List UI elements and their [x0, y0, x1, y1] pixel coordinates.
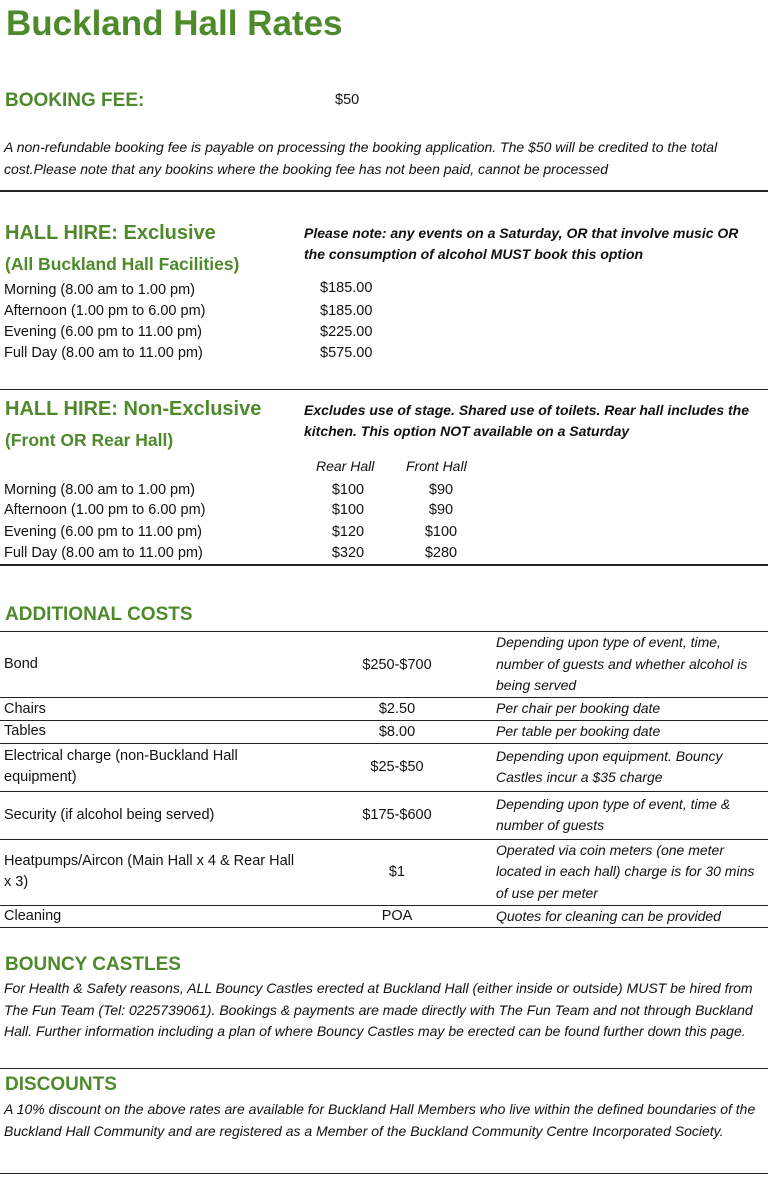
page-title: Buckland Hall Rates: [6, 4, 343, 43]
exclusive-note-line1: Please note: any events on a Saturday, OR that involve music OR: [304, 225, 739, 241]
booking-fee-heading: BOOKING FEE:: [5, 90, 145, 111]
cost-item: Security (if alcohol being served): [0, 791, 308, 839]
front-price: $280: [424, 545, 458, 561]
nonexclusive-subheading: (Front OR Rear Hall): [5, 430, 174, 450]
rear-price: $320: [331, 545, 365, 561]
cost-amount: $25-$50: [308, 743, 486, 791]
cost-note: Per chair per booking date: [486, 698, 768, 721]
exclusive-row-price: $185.00: [320, 303, 373, 319]
cost-amount: $250-$700: [308, 632, 486, 698]
front-price: $100: [424, 524, 458, 540]
nonexclusive-row-label: Evening (6.00 pm to 11.00 pm): [4, 524, 203, 540]
discounts-heading: DISCOUNTS: [5, 1074, 117, 1095]
nonexclusive-heading: HALL HIRE: Non-Exclusive: [5, 398, 262, 420]
rear-price: $120: [331, 524, 365, 540]
exclusive-row-price: $225.00: [320, 324, 373, 340]
divider: [0, 389, 768, 390]
cost-item: Chairs: [0, 698, 308, 721]
table-row: [0, 905, 768, 928]
table-row: [0, 791, 768, 839]
cost-amount: $8.00: [308, 721, 486, 744]
exclusive-row-label: Evening (6.00 pm to 11.00 pm): [4, 324, 203, 340]
cost-amount: $175-$600: [308, 791, 486, 839]
additional-costs-table: [0, 631, 768, 928]
cost-note: Depending upon equipment. Bouncy Castles incur a $35 charge: [486, 743, 768, 791]
cost-amount: $2.50: [308, 698, 486, 721]
booking-fee-amount: $50: [335, 92, 360, 108]
nonexclusive-note-line1: Excludes use of stage. Shared use of toilets. Rear hall includes the: [304, 402, 750, 418]
rear-price: $100: [331, 502, 365, 518]
table-row: [0, 698, 768, 721]
front-price: $90: [428, 482, 454, 498]
rear-price: $100: [331, 482, 365, 498]
exclusive-row-label: Afternoon (1.00 pm to 6.00 pm): [4, 303, 206, 319]
bouncy-castles-text: For Health & Safety reasons, ALL Bouncy Castles erected at Buckland Hall (either inside or outside) MUST be hired from The Fun Team (Tel: 0225739061). Bookings & payments are made directly with The Fun Team and not through Buckland Hall. Further information including a plan of where Bouncy Castles may be erected can be found further down this page.: [4, 980, 753, 1039]
booking-fee-note: A non-refundable booking fee is payable on processing the booking application. The $50 will be credited to the total cost.Please note that any bookins where the booking fee has not been paid, cannot be processed: [4, 139, 718, 177]
cost-item: Tables: [0, 721, 308, 744]
discounts-text: A 10% discount on the above rates are available for Buckland Hall Members who live within the defined boundaries of the Buckland Hall Community and are registered as a Member of the Buckland Community Centre Incorporated Society.: [4, 1101, 756, 1139]
exclusive-subheading: (All Buckland Hall Facilities): [5, 254, 240, 274]
exclusive-row-price: $575.00: [320, 345, 373, 361]
divider: [0, 1068, 768, 1069]
cost-note: Operated via coin meters (one meter located in each hall) charge is for 30 mins of use per meter: [486, 839, 768, 905]
table-row: [0, 743, 768, 791]
col-front-hall: Front Hall: [406, 458, 467, 474]
exclusive-row-label: Full Day (8.00 am to 11.00 pm): [4, 345, 203, 361]
table-row: [0, 632, 768, 698]
cost-item: Heatpumps/Aircon (Main Hall x 4 & Rear Hall x 3): [0, 839, 308, 905]
cost-item: Bond: [0, 632, 308, 698]
col-rear-hall: Rear Hall: [316, 458, 375, 474]
exclusive-heading: HALL HIRE: Exclusive: [5, 222, 216, 244]
front-price: $90: [428, 502, 454, 518]
nonexclusive-row-label: Full Day (8.00 am to 11.00 pm): [4, 545, 203, 561]
cost-item: Cleaning: [0, 905, 308, 928]
cost-amount: POA: [308, 905, 486, 928]
cost-item: Electrical charge (non-Buckland Hall equipment): [0, 743, 308, 791]
exclusive-note-line2: the consumption of alcohol MUST book this option: [304, 246, 644, 262]
cost-note: Quotes for cleaning can be provided: [486, 905, 768, 928]
additional-costs-heading: ADDITIONAL COSTS: [5, 604, 193, 625]
table-row: [0, 839, 768, 905]
cost-amount: $1: [308, 839, 486, 905]
bouncy-castles-heading: BOUNCY CASTLES: [5, 954, 181, 975]
exclusive-row-label: Morning (8.00 am to 1.00 pm): [4, 282, 196, 298]
table-row: [0, 721, 768, 744]
divider: [0, 190, 768, 192]
exclusive-row-price: $185.00: [320, 280, 373, 296]
cost-note: Per table per booking date: [486, 721, 768, 744]
cost-note: Depending upon type of event, time, number of guests and whether alcohol is being served: [486, 632, 768, 698]
cost-note: Depending upon type of event, time & number of guests: [486, 791, 768, 839]
divider: [0, 564, 768, 566]
divider: [0, 1173, 768, 1174]
nonexclusive-row-label: Afternoon (1.00 pm to 6.00 pm): [4, 502, 206, 518]
nonexclusive-note-line2: kitchen. This option NOT available on a Saturday: [304, 423, 630, 439]
nonexclusive-row-label: Morning (8.00 am to 1.00 pm): [4, 482, 196, 498]
